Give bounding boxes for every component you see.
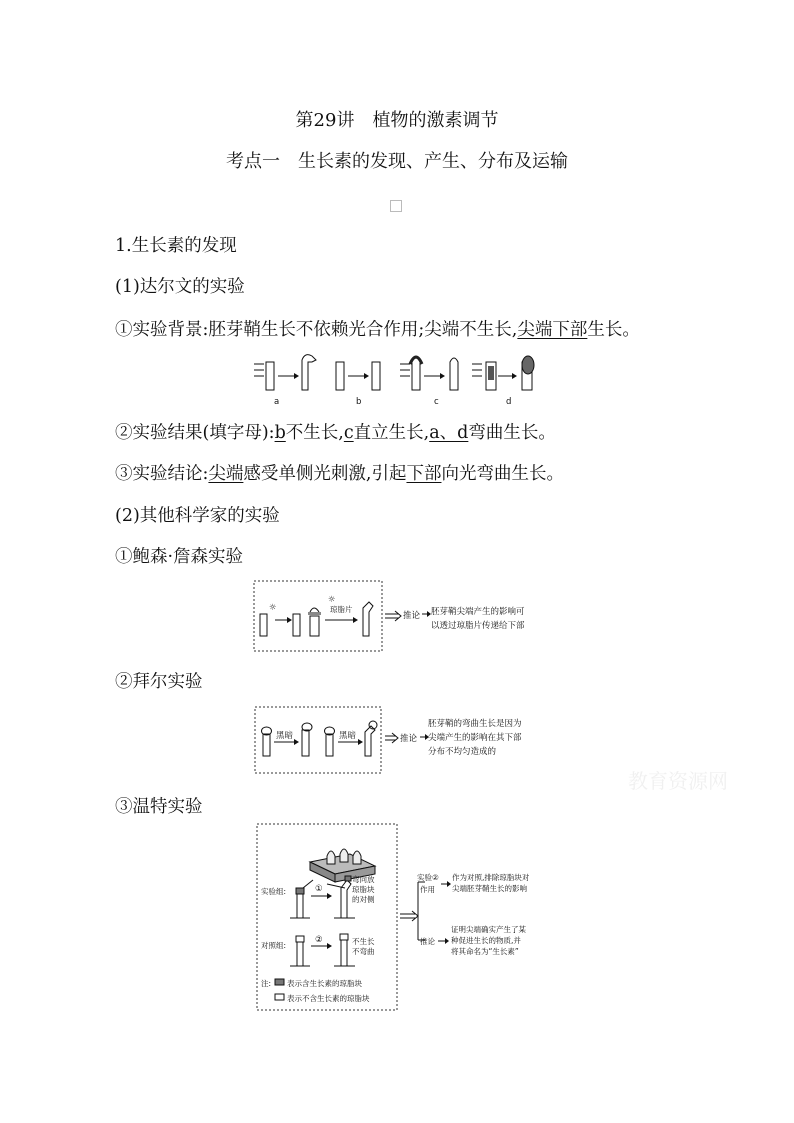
paal-conclusion-3: 分布不均匀造成的 (428, 747, 497, 757)
paal-figure (254, 706, 554, 776)
result-text-1: 不生长, (285, 423, 344, 443)
darwin-label-c: c (434, 397, 439, 407)
darwin-a (254, 355, 316, 390)
went-ctrl-group: 对照组: (261, 941, 287, 950)
conclusion-blank-1: 尖端 (208, 464, 244, 484)
result-text-2: 直立生长, (353, 423, 430, 443)
went-exp-result-2: 琼脂块 (352, 885, 375, 894)
conclusion-prefix: ③实验结论: (115, 464, 209, 484)
page-subtitle: 考点一 生长素的发现、产生、分布及运输 (226, 151, 568, 172)
went-ctrl-result-1: 不生长 (352, 937, 375, 946)
boysen-heading: ①鲍森·詹森实验 (115, 547, 244, 567)
boysen-figure (253, 580, 553, 654)
background-blank: 尖端下部 (517, 320, 588, 340)
darwin-b (336, 362, 380, 390)
svg-text:☼: ☼ (269, 603, 277, 613)
paal-dark-1: 黑暗 (276, 731, 294, 741)
boysen-infer-label: 推论 (403, 611, 421, 621)
went-infer-label: 推论 (420, 937, 435, 946)
page-title: 第29讲 植物的激素调节 (295, 110, 499, 131)
went-role-text-2: 尖端胚芽鞘生长的影响 (452, 884, 527, 893)
darwin-figure (250, 350, 550, 408)
watermark: 教育资源网 (628, 769, 728, 793)
background-suffix: 生长。 (587, 320, 640, 340)
went-role-label-1: 实验② (417, 873, 439, 882)
went-note-2: 表示不含生长素的琼脂块 (287, 994, 370, 1003)
others-heading: (2)其他科学家的实验 (115, 506, 280, 526)
went-step-2: ② (315, 935, 323, 945)
result-line (115, 419, 556, 444)
went-infer-text-2: 种促进生长的物质,并 (451, 936, 521, 945)
result-text-3: 弯曲生长。 (468, 423, 556, 443)
conclusion-suffix: 向光弯曲生长。 (441, 464, 564, 484)
paal-conclusion-1: 胚芽鞘的弯曲生长是因为 (428, 719, 522, 729)
result-blank-2: c (343, 423, 354, 443)
image-placeholder-icon (390, 200, 402, 212)
darwin-label-b: b (356, 397, 362, 407)
went-infer-text-1: 证明尖端确实产生了某 (451, 925, 526, 934)
went-infer-text-3: 将其命名为“生长素” (451, 947, 519, 956)
conclusion-line (115, 460, 564, 485)
darwin-label-a: a (274, 397, 280, 407)
went-exp-result-3: 的对侧 (352, 895, 375, 904)
result-blank-3: a、d (429, 423, 469, 443)
went-exp-result-1: 弯向放 (352, 875, 375, 884)
went-heading: ③温特实验 (115, 797, 203, 817)
background-prefix: ①实验背景:胚芽鞘生长不依赖光合作用;尖端不生长, (115, 320, 518, 340)
went-ctrl-result-2: 不弯曲 (352, 947, 375, 956)
darwin-c (400, 357, 458, 390)
went-figure (255, 822, 555, 1014)
went-exp-group: 实验组: (261, 887, 287, 896)
went-step-1: ① (315, 884, 323, 894)
paal-infer-label: 推论 (400, 734, 418, 744)
went-note-1b: 表示含生长素的琼脂块 (287, 979, 362, 988)
paal-dashed-box (255, 707, 381, 773)
result-blank-1: b (274, 423, 286, 443)
agar-label: 琼脂片 (330, 605, 353, 614)
went-role-label-2: 作用 (420, 885, 435, 894)
paal-conclusion-2: 尖端产生的影响在其下部 (428, 733, 522, 743)
darwin-d (472, 356, 534, 390)
boysen-conclusion-1: 胚芽鞘尖端产生的影响可 (431, 607, 525, 617)
went-role-text-1: 作为对照,排除琼脂块对 (452, 873, 530, 882)
boysen-conclusion-2: 以透过琼脂片传递给下部 (431, 621, 525, 631)
went-note-1: 注: (261, 979, 272, 988)
svg-text:☼: ☼ (328, 595, 336, 605)
conclusion-blank-2: 下部 (406, 464, 442, 484)
darwin-label-d: d (506, 397, 512, 407)
background-line (115, 316, 640, 341)
darwin-heading: (1)达尔文的实验 (115, 277, 245, 297)
conclusion-mid: 感受单侧光刺激,引起 (243, 464, 407, 484)
paal-heading: ②拜尔实验 (115, 672, 203, 692)
section-heading: 1.生长素的发现 (115, 236, 237, 256)
result-prefix: ②实验结果(填字母): (115, 423, 275, 443)
paal-dark-2: 黑暗 (339, 731, 357, 741)
